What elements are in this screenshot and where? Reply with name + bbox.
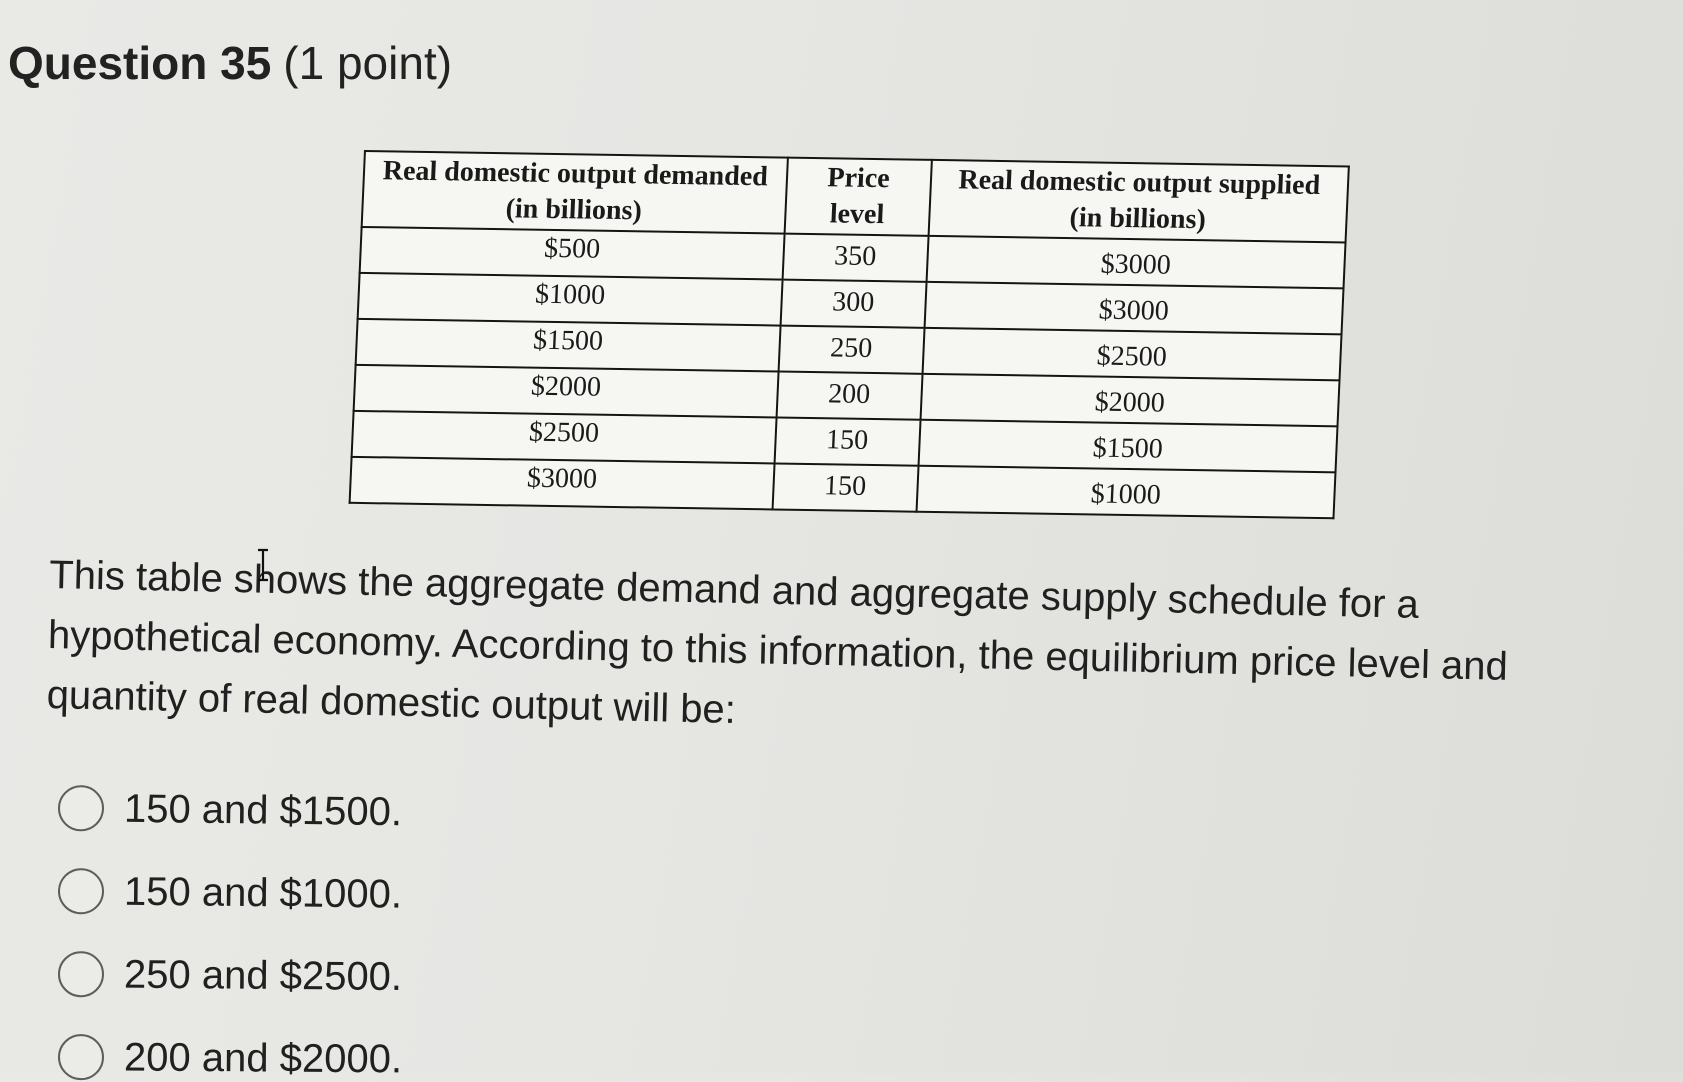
header-price-level-line1: Price bbox=[826, 162, 891, 195]
header-output-demanded-line2: (in billions) bbox=[505, 193, 643, 227]
answer-option[interactable] bbox=[58, 868, 403, 918]
header-output-supplied-line2: (in billions) bbox=[1068, 202, 1207, 236]
header-price-level bbox=[784, 158, 931, 236]
question-points: (1 point) bbox=[283, 37, 453, 89]
radio-button-icon[interactable] bbox=[58, 785, 105, 832]
header-output-supplied-line1: Real domestic output supplied bbox=[957, 164, 1321, 202]
cell-price: 200 bbox=[776, 372, 922, 420]
answer-option[interactable] bbox=[58, 951, 402, 1000]
radio-button-icon[interactable] bbox=[58, 868, 104, 914]
cell-price: 350 bbox=[782, 234, 928, 282]
cell-supplied: $1000 bbox=[916, 466, 1335, 519]
cell-demanded: $2500 bbox=[352, 411, 776, 464]
answer-option-label: 150 and $1500. bbox=[123, 786, 403, 834]
question-prompt-line: quantity of real domestic output will be: bbox=[46, 672, 737, 732]
question-title bbox=[8, 36, 452, 90]
cell-demanded: $1000 bbox=[358, 273, 782, 326]
cell-supplied: $1500 bbox=[918, 420, 1337, 473]
answer-option-label: 200 and $2000. bbox=[123, 1034, 403, 1081]
answer-option-label: 250 and $2500. bbox=[123, 952, 403, 999]
cell-supplied: $3000 bbox=[926, 236, 1345, 289]
answer-option-label: 150 and $1000. bbox=[123, 869, 403, 917]
cell-price: 300 bbox=[780, 280, 926, 328]
cell-price: 250 bbox=[778, 326, 924, 374]
cell-demanded: $500 bbox=[360, 227, 784, 280]
header-output-demanded bbox=[362, 151, 788, 234]
cell-supplied: $2500 bbox=[922, 328, 1341, 381]
cell-demanded: $1500 bbox=[356, 319, 780, 372]
header-output-demanded-line1: Real domestic output demanded bbox=[382, 155, 769, 193]
cell-price: 150 bbox=[774, 418, 920, 466]
question-prompt-line: hypothetical economy. According to this information, the equilibrium price level and bbox=[47, 612, 1509, 689]
header-output-supplied bbox=[928, 160, 1349, 243]
cell-supplied: $3000 bbox=[924, 282, 1343, 335]
question-prompt bbox=[46, 545, 1650, 760]
question-number: Question 35 bbox=[8, 37, 272, 89]
schedule-table-container bbox=[349, 150, 1350, 519]
radio-button-icon[interactable] bbox=[58, 1034, 104, 1080]
text-cursor-icon bbox=[256, 548, 270, 582]
answer-option[interactable] bbox=[58, 785, 403, 835]
header-price-level-line2: level bbox=[829, 198, 885, 231]
cell-price: 150 bbox=[772, 463, 918, 511]
radio-button-icon[interactable] bbox=[58, 951, 104, 997]
cell-demanded: $2000 bbox=[354, 365, 778, 418]
answer-option[interactable] bbox=[58, 1034, 402, 1082]
cell-demanded: $3000 bbox=[350, 457, 774, 510]
cell-supplied: $2000 bbox=[920, 374, 1339, 427]
question-prompt-line: This table shows the aggregate demand and aggregate supply schedule for a bbox=[48, 552, 1420, 627]
ad-as-schedule-table bbox=[349, 150, 1350, 519]
